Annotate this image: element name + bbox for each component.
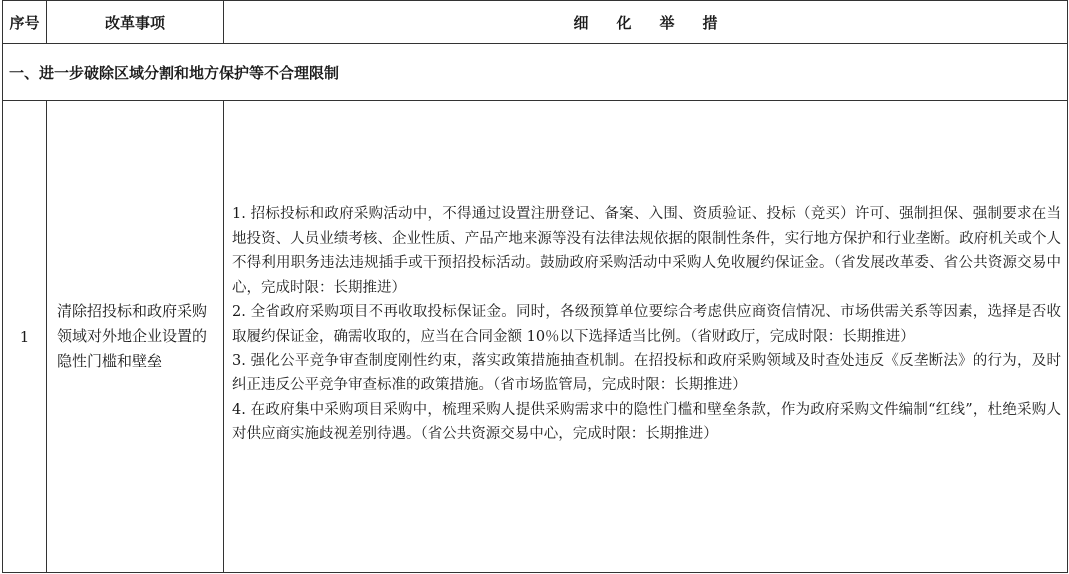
header-detailed-measures: 细化举措 <box>224 1 1068 44</box>
section-title: 一、进一步破除区域分割和地方保护等不合理限制 <box>3 44 1068 101</box>
measure-item: 4. 在政府集中采购项目采购中，梳理采购人提供采购需求中的隐性门槛和壁垒条款，作为政府采购文件编制“红线”，杜绝采购人对供应商实施歧视差别待遇。（省公共资源交易中心，完成时限：长期推进） <box>232 401 1061 443</box>
row-detailed-measures <box>224 101 1068 573</box>
reform-measures-table <box>2 0 1068 573</box>
row-serial-number: 1 <box>3 101 47 573</box>
measure-item: 2. 全省政府采购项目不再收取投标保证金。同时，各级预算单位要综合考虑供应商资信情况、市场供需关系等因素，选择是否收取履约保证金，确需收取的，应当在合同金额 10％以下选择适当比例。（省财政厅，完成时限：长期推进） <box>232 304 1061 345</box>
header-serial-number: 序号 <box>3 1 47 44</box>
header-reform-item: 改革事项 <box>47 1 224 44</box>
table-header-row <box>3 1 1068 44</box>
section-row <box>3 44 1068 101</box>
measure-item: 1. 招标投标和政府采购活动中，不得通过设置注册登记、备案、入围、资质验证、投标（竞买）许可、强制担保、强制要求在当地投资、人员业绩考核、企业性质、产品产地来源等没有法律法规依据的限制性条件，实行地方保护和行业垄断。政府机关或个人不得利用职务违法违规插手或干预招投标活动。鼓励政府采购活动中采购人免收履约保证金。（省发展改革委、省公共资源交易中心，完成时限：长期推进） <box>232 206 1061 296</box>
measure-item: 3. 强化公平竞争审查制度刚性约束，落实政策措施抽查机制。在招投标和政府采购领域及时查处违反《反垄断法》的行为，及时纠正违反公平竞争审查标准的政策措施。（省市场监管局，完成时限：长期推进） <box>232 352 1061 394</box>
table-row <box>3 101 1068 573</box>
row-reform-item: 清除招投标和政府采购领域对外地企业设置的隐性门槛和壁垒 <box>47 101 224 573</box>
